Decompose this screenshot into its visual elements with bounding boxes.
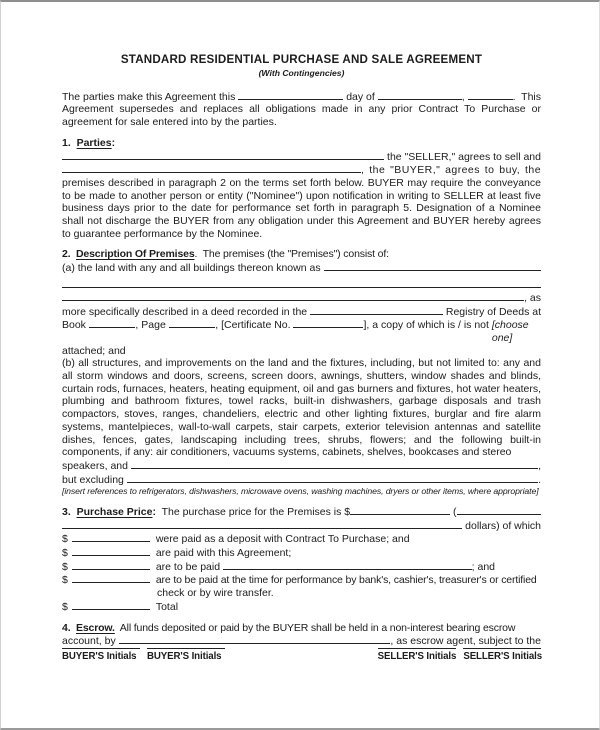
purchase-price-lead-text: The purchase price for the Premises is $ [155, 505, 351, 518]
purchase-price-heading-line [62, 505, 541, 519]
book-page-certificate-line [62, 318, 541, 344]
purchase-price-paren: ( [450, 505, 457, 518]
seller-initials-line-1[interactable] [378, 641, 456, 649]
intro-period-text: . This [512, 90, 541, 103]
performance-payment-blank[interactable] [72, 573, 150, 583]
certificate-label: , [Certificate No. [215, 319, 294, 332]
price-words-blank-1[interactable] [457, 505, 541, 515]
deposit-contract-text: were paid as a deposit with Contract To Purchase; and [155, 533, 410, 546]
buyer-name-blank[interactable] [62, 163, 361, 173]
excluding-lead-text: but excluding [62, 473, 127, 486]
agreement-year-blank[interactable] [468, 90, 513, 100]
buyer-tail-text: , the "BUYER," agrees to buy, the [361, 164, 541, 177]
seller-tail-text: the "SELLER," agrees to sell and [384, 150, 541, 163]
book-blank[interactable] [89, 318, 136, 328]
registry-line [62, 305, 541, 319]
intro-line-1 [62, 90, 541, 104]
buyer-name-line [62, 163, 541, 177]
initials-footer [62, 641, 542, 662]
section-2-number: 2. [62, 248, 76, 261]
dollar-sign-2: $ [62, 547, 68, 559]
parties-body: premises described in paragraph 2 on the terms set forth below. BUYER may require the conveyance to be made to another person or entity ("Nominee") upon notification in writing to SELLER at least five business days prior to the date for performance set forth in paragraph 5. Designation of a Nominee shall not discharge the BUYER from any obligation under this Agreement and BUYER hereby agrees to guarantee performance by the Nominee. [62, 176, 541, 240]
section-parties [62, 137, 541, 241]
section-3-colon: : [152, 505, 156, 518]
dollar-sign-1: $ [62, 533, 68, 546]
seller-initials-block-1 [378, 641, 457, 662]
deed-lead-text: more specifically described in a deed recorded in the [62, 305, 311, 318]
excluded-items-blank[interactable] [127, 473, 538, 483]
certificate-close-text: ], a copy of which is / is not [363, 319, 492, 332]
other-payment-row [62, 560, 541, 574]
section-1-heading: Parties [76, 136, 112, 149]
premises-known-as-line [62, 261, 541, 275]
deposit-agreement-text: are paid with this Agreement; [155, 547, 292, 559]
seller-initials-label-2: SELLER'S Initials [463, 651, 542, 662]
premises-address-blank-3[interactable] [62, 291, 524, 301]
deed-tail-text: Registry of Deeds at [442, 305, 541, 318]
insert-references-note: [insert references to refrigerators, dishwashers, microwave ovens, washing machines, dryers or other items, where appropriate] [62, 486, 539, 497]
other-payment-blank[interactable] [72, 560, 150, 570]
buyer-initials-line-1[interactable] [62, 641, 140, 649]
escrow-line-1 [62, 622, 541, 635]
buyer-initials-group [62, 641, 225, 662]
seller-initials-group [378, 641, 542, 662]
fixtures-body: (b) all structures, and improvements on the land and the fixtures, including, but not limited to: any and all storm windows and doors, screens, screen doors, awnings, shutters, window shades and blinds, curtain rods, furnaces, heaters, heating equipment, oil and gas burners and fixtures, hot water heaters, plumbing and bathroom fixtures, towel racks, built-in dishwashers, garbage disposals and trash compactors, stoves, ranges, chandeliers, electric and other lighting fixtures, burglar and fire alarm systems, mantelpieces, wall-to-wall carpets, stair carpets, exterior television antennas and satellite dishes, fences, gates, landscaping including trees, shrubs, flowers; and the following built-in components, if any: air conditioners, vacuums systems, cabinets, shelves, bookcases and stereo [62, 357, 541, 459]
speakers-tail-text: , [538, 459, 541, 472]
excluding-tail-text: . [538, 473, 541, 486]
premises-address-line-3 [62, 291, 541, 305]
buyer-initials-block-2 [147, 641, 225, 662]
premises-address-line-2 [62, 278, 541, 291]
choose-one-note: [choose one] [491, 319, 529, 344]
total-blank[interactable] [72, 600, 150, 610]
purchase-price-blank[interactable] [350, 505, 450, 515]
section-4-number: 4. [62, 621, 76, 634]
intro-comma-text: , [461, 90, 468, 103]
dollars-line [62, 519, 541, 533]
section-4-heading: Escrow. [76, 621, 115, 634]
dollar-sign-3: $ [62, 560, 68, 573]
section-2-heading: Description Of Premises [76, 248, 195, 261]
deposit-contract-blank[interactable] [72, 532, 150, 542]
speakers-lead-text: speakers, and [62, 459, 131, 472]
agreement-month-blank[interactable] [378, 90, 462, 100]
dollar-sign-4: $ [62, 574, 68, 587]
escrow-lead-text: account, by [62, 635, 119, 648]
deposit-contract-row [62, 532, 541, 546]
certificate-number-blank[interactable] [293, 318, 363, 328]
buyer-initials-line-2[interactable] [147, 641, 225, 649]
seller-name-line [62, 150, 541, 164]
section-purchase-price [62, 505, 541, 614]
excluding-line [62, 473, 541, 487]
section-1-heading-line [62, 137, 541, 150]
section-3-number: 3. [62, 505, 77, 518]
intro-paragraph: Agreement supersedes and replaces all obligations made in any prior Contract To Purchase or agreement for sale entered into by the parties. [62, 103, 541, 129]
performance-payment-continuation: check or by wire transfer. [157, 587, 274, 600]
as-tail-text: , as [524, 291, 541, 304]
document-subtitle: (With Contingencies) [258, 67, 345, 78]
premises-address-blank-2[interactable] [62, 278, 541, 288]
section-2-heading-rest: . The premises (the "Premises") consist of: [194, 248, 389, 261]
section-2-heading-line [62, 248, 541, 261]
attached-line: attached; and [62, 344, 126, 357]
agreement-day-blank[interactable] [238, 90, 343, 100]
registry-blank[interactable] [310, 305, 443, 315]
buyer-initials-label-1: BUYER'S Initials [62, 651, 137, 662]
other-payment-tail: ; and [471, 560, 495, 573]
premises-address-blank-1[interactable] [324, 261, 542, 271]
other-payment-desc-blank[interactable] [223, 560, 472, 570]
total-row [62, 600, 541, 614]
buyer-initials-label-2: BUYER'S Initials [147, 651, 222, 662]
total-text: Total [155, 600, 179, 613]
page-label: , Page [135, 319, 169, 332]
seller-initials-line-2[interactable] [463, 641, 541, 649]
section-premises [62, 248, 541, 496]
performance-payment-text: are to be paid at the time for performance by bank's, cashier's, treasurer's or certified [155, 574, 537, 587]
document-content [62, 54, 541, 648]
other-payment-text: are to be paid [155, 560, 223, 573]
deposit-agreement-blank[interactable] [72, 546, 150, 556]
escrow-line-1-text: All funds deposited or paid by the BUYER shall be held in a non-interest bearing escrow [114, 621, 516, 634]
price-words-blank-2[interactable] [62, 519, 462, 529]
premises-a-lead-text: (a) the land with any and all buildings thereon known as [62, 262, 324, 275]
book-label: Book [62, 319, 89, 332]
buyer-initials-block-1 [62, 641, 140, 662]
intro-section [62, 90, 541, 129]
section-3-heading: Purchase Price [76, 505, 153, 518]
section-1-colon: : [111, 136, 116, 149]
dollar-sign-5: $ [62, 600, 68, 613]
speakers-line [62, 459, 541, 473]
escrow-tail-text: , as escrow agent, subject to the [390, 635, 541, 648]
dollars-tail-text: dollars) of which [462, 519, 541, 532]
page-number-blank[interactable] [169, 318, 216, 328]
intro-lead-text: The parties make this Agreement this [62, 90, 239, 103]
section-1-number: 1. [62, 136, 77, 149]
seller-initials-block-2 [463, 641, 542, 662]
performance-payment-row [62, 573, 541, 587]
included-items-blank[interactable] [131, 459, 538, 469]
deposit-agreement-row [62, 546, 541, 560]
seller-name-blank[interactable] [62, 150, 384, 160]
seller-initials-label-1: SELLER'S Initials [377, 651, 457, 662]
intro-day-of-text: day of [343, 90, 378, 103]
document-title: STANDARD RESIDENTIAL PURCHASE AND SALE AGREEMENT [120, 53, 483, 66]
